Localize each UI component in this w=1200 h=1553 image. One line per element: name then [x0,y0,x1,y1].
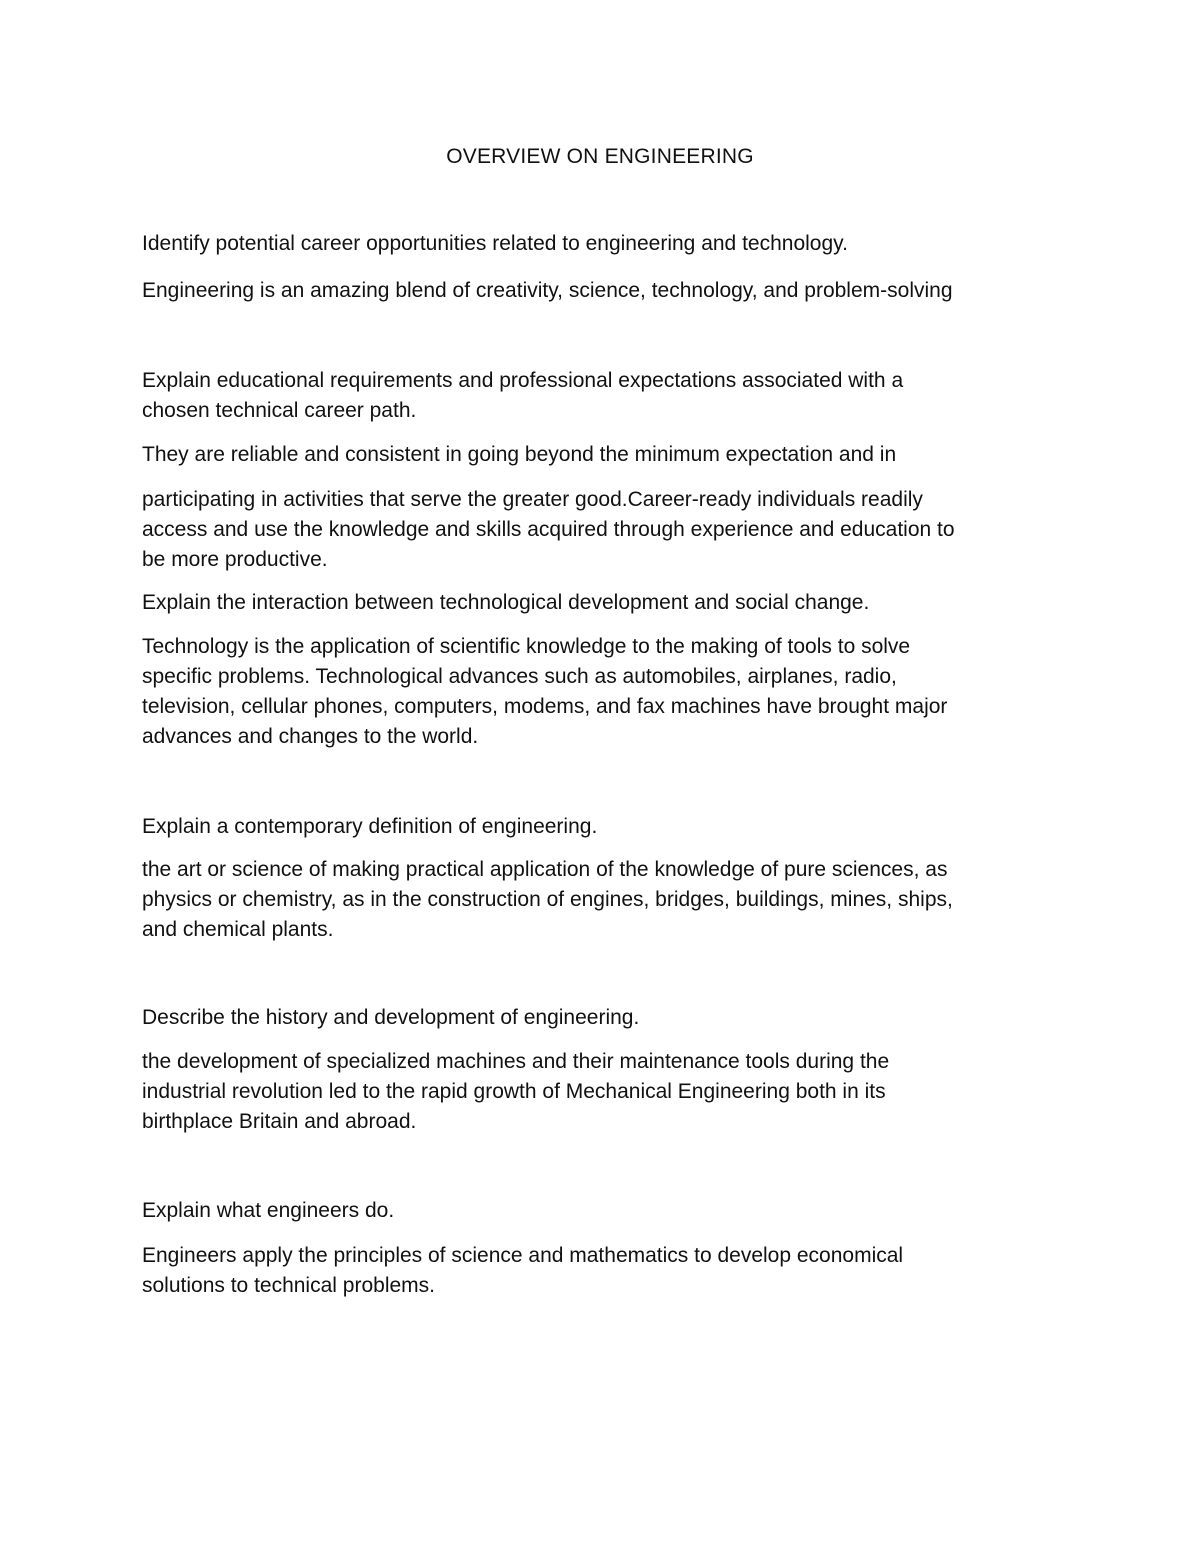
paragraph-line: solutions to technical problems. [142,1274,435,1297]
paragraph-line: access and use the knowledge and skills acquired through experience and education to [142,518,955,541]
paragraph-line: They are reliable and consistent in going beyond the minimum expectation and in [142,443,897,466]
paragraph-line: physics or chemistry, as in the construction of engines, bridges, buildings, mines, ships, [142,888,953,911]
paragraph-career-ready [142,485,1072,575]
paragraph-line: Engineering is an amazing blend of creativity, science, technology, and problem-solving [142,279,953,302]
paragraph-line: Explain what engineers do. [142,1199,395,1222]
paragraph-line: advances and changes to the world. [142,725,479,748]
paragraph-line: Explain a contemporary definition of engineering. [142,815,598,838]
paragraph-line: birthplace Britain and abroad. [142,1110,417,1133]
paragraph-technology-definition [142,632,1072,752]
paragraph-educational-requirements-prompt [142,366,1072,426]
paragraph-history-answer [142,1047,1072,1137]
paragraph-career-opportunities-prompt [142,229,1072,259]
paragraph-reliable-consistent [142,440,1072,470]
paragraph-technology-social-change-prompt [142,588,1072,618]
paragraph-line: the art or science of making practical application of the knowledge of pure sciences, as [142,858,948,881]
paragraph-engineering-definition [142,855,1072,945]
paragraph-line: television, cellular phones, computers, modems, and fax machines have brought major [142,695,948,718]
paragraph-line: and chemical plants. [142,918,334,941]
paragraph-what-engineers-do-prompt [142,1196,1072,1226]
paragraph-engineering-blend [142,276,1072,306]
paragraph-line: industrial revolution led to the rapid growth of Mechanical Engineering both in its [142,1080,886,1103]
document-title: OVERVIEW ON ENGINEERING [446,145,754,168]
paragraph-line: Engineers apply the principles of science and mathematics to develop economical [142,1244,904,1267]
paragraph-line: the development of specialized machines and their maintenance tools during the [142,1050,890,1073]
paragraph-line: be more productive. [142,548,328,571]
paragraph-what-engineers-do-answer [142,1241,1072,1301]
paragraph-line: chosen technical career path. [142,399,417,422]
paragraph-history-prompt [142,1003,1072,1033]
paragraph-line: Describe the history and development of engineering. [142,1006,640,1029]
paragraph-line: Explain the interaction between technological development and social change. [142,591,870,614]
paragraph-line: Identify potential career opportunities related to engineering and technology. [142,232,848,255]
paragraph-line: Technology is the application of scientific knowledge to the making of tools to solve [142,635,911,658]
paragraph-line: specific problems. Technological advances such as automobiles, airplanes, radio, [142,665,897,688]
paragraph-line: Explain educational requirements and professional expectations associated with a [142,369,904,392]
paragraph-line: participating in activities that serve the greater good.Career-ready individuals readily [142,488,923,511]
paragraph-contemporary-definition-prompt [142,812,1072,842]
